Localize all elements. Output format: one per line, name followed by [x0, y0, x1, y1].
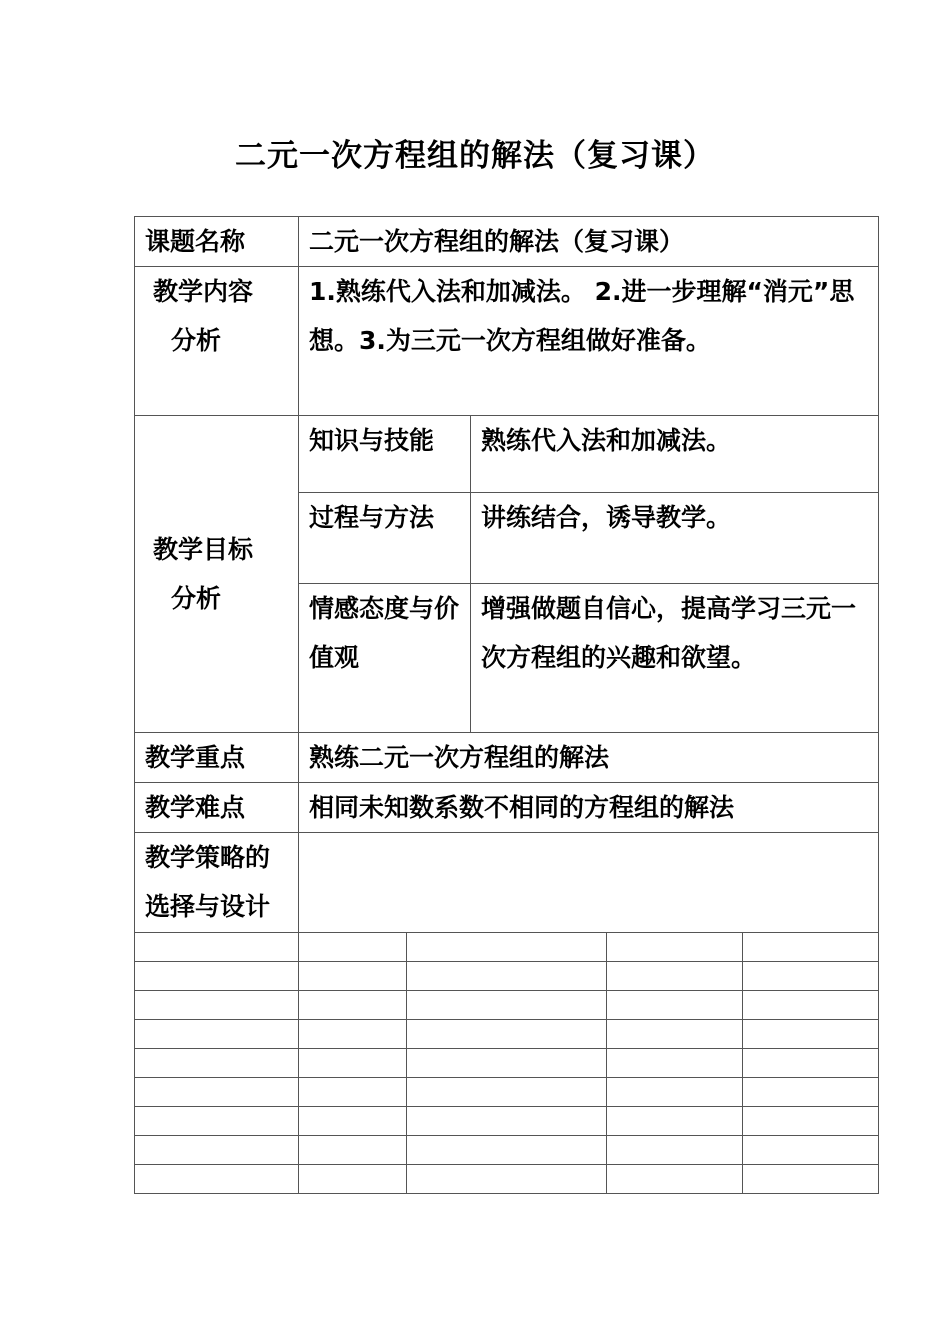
table-row-blank [135, 1020, 879, 1049]
goal-dimension: 情感态度与价值观 [299, 584, 471, 733]
table-row-blank [135, 1136, 879, 1165]
blank-cell [135, 962, 299, 991]
blank-cell [407, 1020, 607, 1049]
blank-cell [743, 1136, 879, 1165]
table-row-blank [135, 1078, 879, 1107]
blank-cell [407, 991, 607, 1020]
blank-cell [607, 933, 743, 962]
blank-cell [135, 1136, 299, 1165]
goal-dimension: 知识与技能 [299, 416, 471, 493]
blank-cell [743, 933, 879, 962]
goal-dimension: 过程与方法 [299, 493, 471, 584]
goal-text: 讲练结合，诱导教学。 [471, 493, 879, 584]
content-analysis-label [135, 267, 299, 416]
blank-cell [743, 1165, 879, 1194]
table-row-strategy [135, 833, 879, 933]
table-row-blank [135, 1107, 879, 1136]
difficulty-value: 相同未知数系数不相同的方程组的解法 [299, 783, 879, 833]
blank-cell [607, 1107, 743, 1136]
content-analysis-label-line1: 教学内容 [153, 277, 254, 306]
blank-cell [407, 1136, 607, 1165]
blank-cell [299, 1020, 407, 1049]
blank-cell [607, 991, 743, 1020]
table-row-topic [135, 217, 879, 267]
goals-label-line2: 分析 [171, 584, 222, 613]
table-row-blank [135, 991, 879, 1020]
blank-cell [607, 1049, 743, 1078]
table-row-key-point [135, 733, 879, 783]
blank-cell [743, 1107, 879, 1136]
blank-cell [299, 1165, 407, 1194]
blank-cell [299, 1107, 407, 1136]
key-point-value: 熟练二元一次方程组的解法 [299, 733, 879, 783]
table-row-difficulty [135, 783, 879, 833]
blank-cell [407, 933, 607, 962]
blank-cell [607, 1078, 743, 1107]
blank-cell [299, 1136, 407, 1165]
blank-cell [607, 1165, 743, 1194]
topic-label: 课题名称 [135, 217, 299, 267]
blank-cell [607, 962, 743, 991]
blank-cell [135, 1020, 299, 1049]
blank-cell [743, 962, 879, 991]
strategy-value [299, 833, 879, 933]
blank-cell [607, 1136, 743, 1165]
difficulty-label: 教学难点 [135, 783, 299, 833]
key-point-label: 教学重点 [135, 733, 299, 783]
blank-cell [135, 1049, 299, 1078]
blank-cell [607, 1020, 743, 1049]
blank-cell [135, 1078, 299, 1107]
table-row-goal-knowledge [135, 416, 879, 493]
blank-cell [299, 1049, 407, 1078]
blank-cell [407, 1165, 607, 1194]
blank-cell [407, 962, 607, 991]
blank-cell [135, 991, 299, 1020]
blank-cell [407, 1107, 607, 1136]
content-analysis-value: 1.熟练代入法和加减法。 2.进一步理解“消元”思想。3.为三元一次方程组做好准备。 [299, 267, 879, 416]
lesson-plan-table [134, 216, 879, 1194]
blank-cell [743, 1020, 879, 1049]
document-title: 二元一次方程组的解法（复习课） [235, 138, 715, 174]
blank-cell [299, 933, 407, 962]
goal-text: 熟练代入法和加减法。 [471, 416, 879, 493]
blank-cell [407, 1078, 607, 1107]
table-row-blank [135, 1165, 879, 1194]
blank-cell [743, 1049, 879, 1078]
goal-text: 增强做题自信心，提高学习三元一次方程组的兴趣和欲望。 [471, 584, 879, 733]
blank-cell [299, 991, 407, 1020]
blank-cell [743, 991, 879, 1020]
blank-cell [743, 1078, 879, 1107]
blank-cell [299, 962, 407, 991]
strategy-label: 教学策略的选择与设计 [135, 833, 299, 933]
table-row-blank [135, 933, 879, 962]
table-row-blank [135, 962, 879, 991]
table-row-content-analysis [135, 267, 879, 416]
blank-cell [135, 933, 299, 962]
blank-cell [407, 1049, 607, 1078]
topic-value: 二元一次方程组的解法（复习课） [299, 217, 879, 267]
blank-cell [135, 1107, 299, 1136]
goals-label-line1: 教学目标 [153, 535, 254, 564]
blank-cell [135, 1165, 299, 1194]
goals-label [135, 416, 299, 733]
blank-cell [299, 1078, 407, 1107]
content-analysis-label-line2: 分析 [171, 326, 222, 355]
table-row-blank [135, 1049, 879, 1078]
